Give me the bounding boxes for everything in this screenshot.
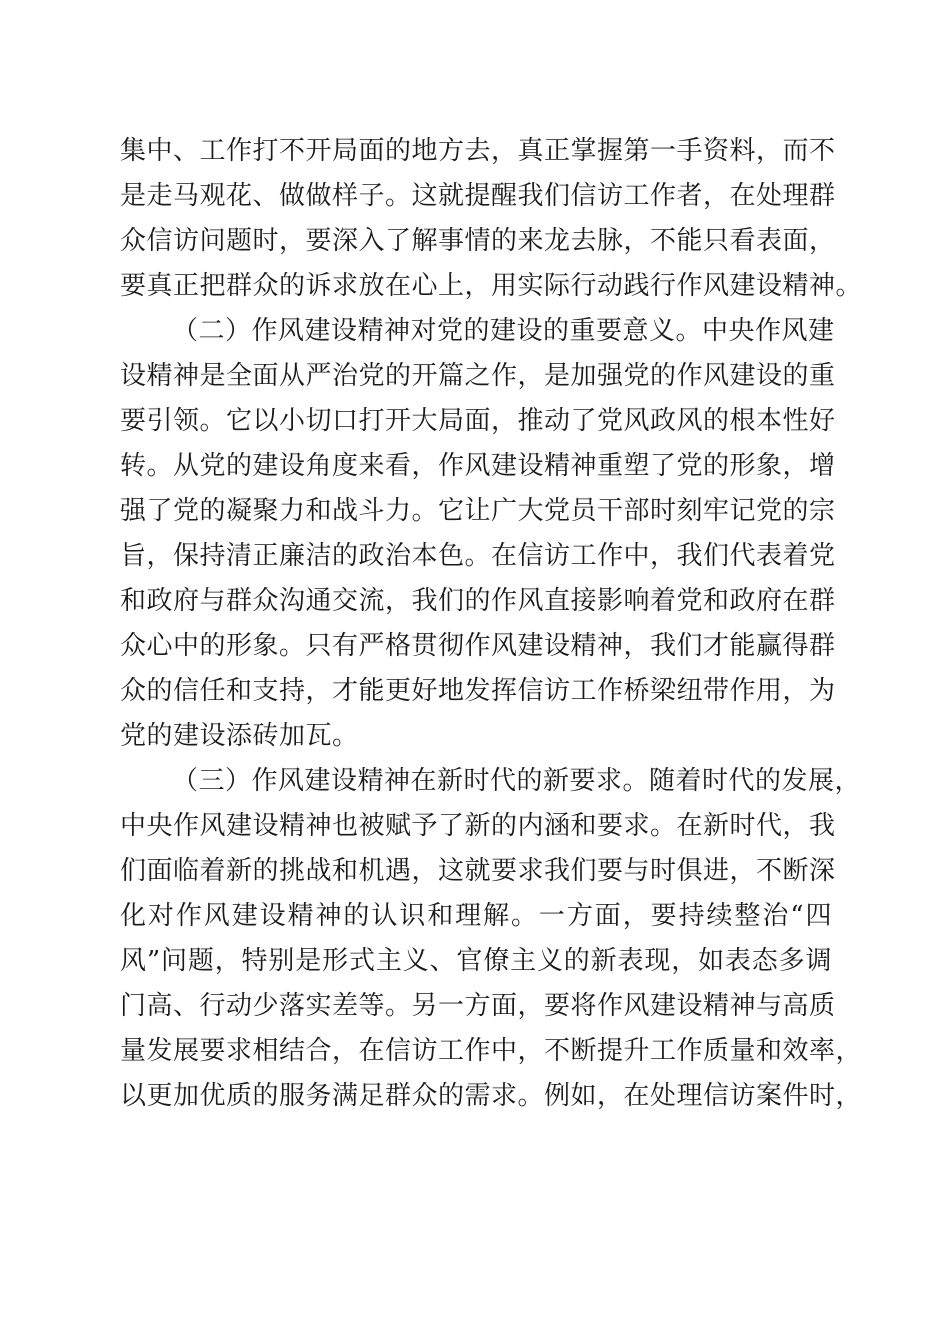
text-line: 量发展要求相结合，在信访工作中，不断提升工作质量和效率， — [120, 1036, 863, 1066]
text-line: 中央作风建设精神也被赋予了新的内涵和要求。在新时代，我 — [120, 811, 836, 841]
text-line: 转。从党的建设角度来看，作风建设精神重塑了党的形象，增 — [120, 451, 836, 481]
text-line: 集中、工作打不开局面的地方去，真正掌握第一手资料，而不 — [120, 136, 836, 166]
paragraph-2 — [120, 309, 836, 759]
text-line: 化对作风建设精神的认识和理解。一方面，要持续整治“四 — [120, 901, 832, 931]
text-line: 旨，保持清正廉洁的政治本色。在信访工作中，我们代表着党 — [120, 541, 836, 571]
text-line: 众心中的形象。只有严格贯彻作风建设精神，我们才能赢得群 — [120, 631, 836, 661]
text-line: 以更加优质的服务满足群众的需求。例如，在处理信访案件时， — [120, 1081, 863, 1111]
document-body — [120, 129, 863, 1119]
text-line: 要真正把群众的诉求放在心上，用实际行动践行作风建设精神。 — [120, 271, 863, 301]
text-line: 众信访问题时，要深入了解事情的来龙去脉，不能只看表面， — [120, 226, 836, 256]
text-line: （三）作风建设精神在新时代的新要求。随着时代的发展， — [172, 766, 862, 796]
text-line: 众的信任和支持，才能更好地发挥信访工作桥梁纽带作用，为 — [120, 676, 836, 706]
text-line: 党的建设添砖加瓦。 — [120, 721, 359, 751]
text-line: 要引领。它以小切口打开大局面，推动了党风政风的根本性好 — [120, 406, 836, 436]
text-line: 是走马观花、做做样子。这就提醒我们信访工作者，在处理群 — [120, 181, 836, 211]
text-line: 门高、行动少落实差等。另一方面，要将作风建设精神与高质 — [120, 991, 836, 1021]
paragraph-1 — [120, 129, 863, 309]
text-line: （二）作风建设精神对党的建设的重要意义。中央作风建 — [172, 316, 835, 346]
text-line: 和政府与群众沟通交流，我们的作风直接影响着党和政府在群 — [120, 586, 836, 616]
text-line: 强了党的凝聚力和战斗力。它让广大党员干部时刻牢记党的宗 — [120, 496, 836, 526]
text-line: 风”问题，特别是形式主义、官僚主义的新表现，如表态多调 — [120, 946, 832, 976]
text-line: 们面临着新的挑战和机遇，这就要求我们要与时俱进，不断深 — [120, 856, 836, 886]
paragraph-3 — [120, 759, 863, 1119]
text-line: 设精神是全面从严治党的开篇之作，是加强党的作风建设的重 — [120, 361, 836, 391]
